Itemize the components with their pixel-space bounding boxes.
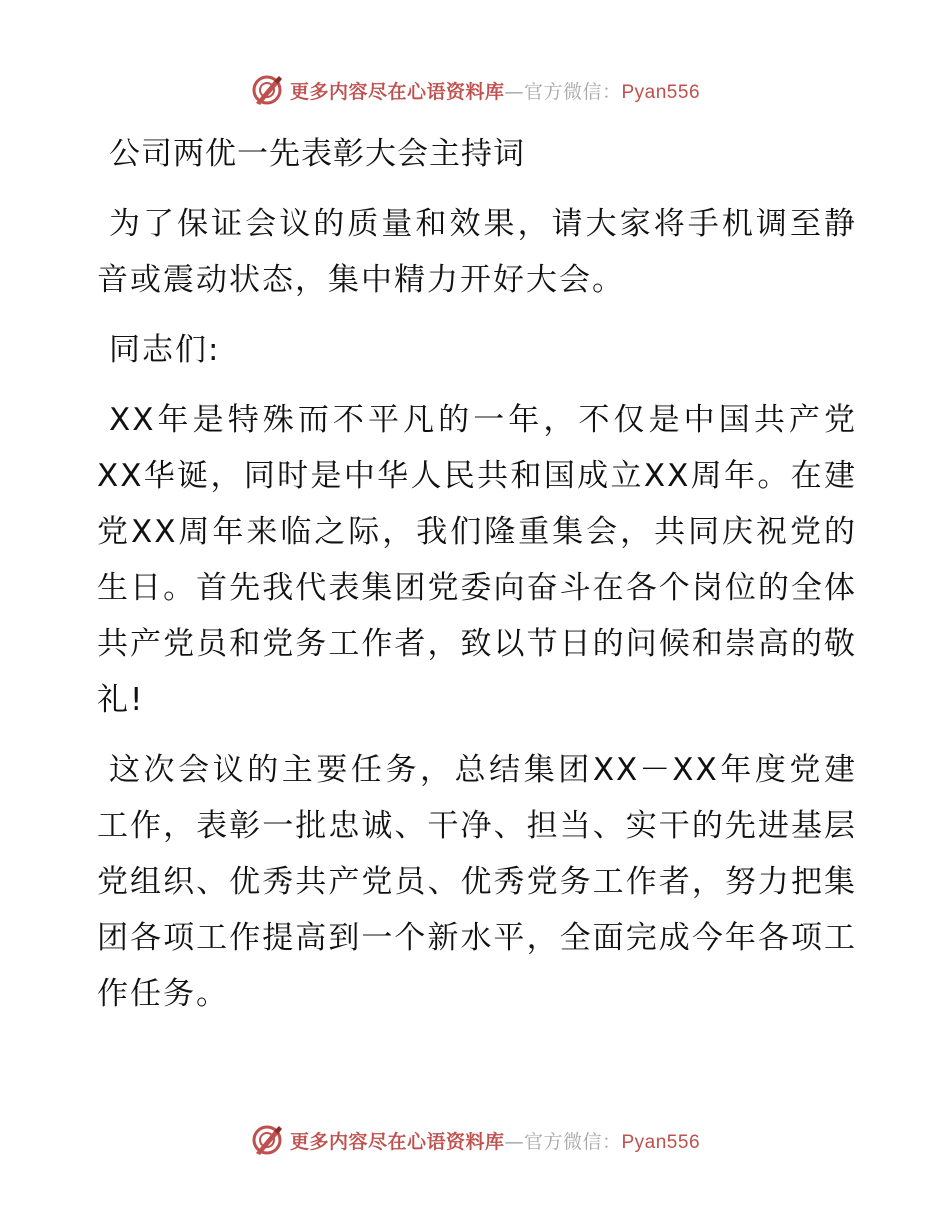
page-header bbox=[0, 70, 950, 110]
paragraph-notice: 为了保证会议的质量和效果，请大家将手机调至静音或震动状态，集中精力开好大会。 bbox=[97, 206, 857, 298]
pen-logo-icon bbox=[250, 1123, 284, 1157]
paragraph-tasks: 这次会议的主要任务，总结集团XX－XX年度党建工作，表彰一批忠诚、干净、担当、实干的先进基层党组织、优秀共产党员、优秀党务工作者，努力把集团各项工作提高到一个新水平，全面完成今年各项工作任务。 bbox=[97, 752, 857, 1012]
header-dash: — bbox=[504, 80, 524, 103]
document-title: 公司两优一先表彰大会主持词 bbox=[109, 136, 525, 172]
header-banner bbox=[250, 73, 700, 107]
footer-wechat-id: Pyan556 bbox=[621, 1131, 701, 1153]
footer-contact-label: 官方微信： bbox=[523, 1130, 622, 1153]
footer-text bbox=[290, 1127, 700, 1154]
header-brand-text: 更多内容尽在心语资料库 bbox=[289, 80, 505, 103]
footer-dash: — bbox=[504, 1130, 524, 1153]
paragraph-anniversary: XX年是特殊而不平凡的一年，不仅是中国共产党XX华诞，同时是中华人民共和国成立XX周年。在建党XX周年来临之际，我们隆重集会，共同庆祝党的生日。首先我代表集团党委向奋斗在各个岗位的全体共产党员和党务工作者，致以节日的问候和崇高的敬礼! bbox=[97, 402, 857, 718]
page-footer bbox=[0, 1120, 950, 1160]
header-wechat-id: Pyan556 bbox=[621, 81, 701, 103]
footer-banner bbox=[250, 1123, 700, 1157]
paragraph-greeting: 同志们: bbox=[109, 332, 221, 368]
header-contact-label: 官方微信： bbox=[523, 80, 622, 103]
header-text bbox=[290, 77, 700, 104]
footer-brand-text: 更多内容尽在心语资料库 bbox=[289, 1130, 505, 1153]
pen-logo-icon bbox=[250, 73, 284, 107]
document-body bbox=[97, 118, 857, 1022]
